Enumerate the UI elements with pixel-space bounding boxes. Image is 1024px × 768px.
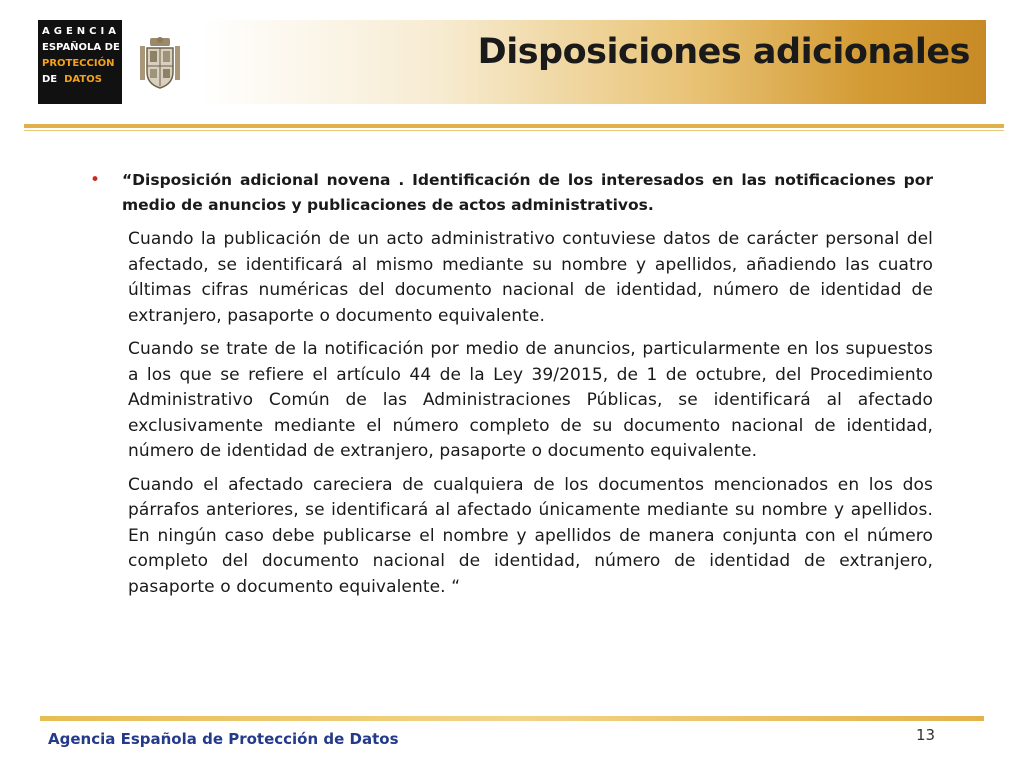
coat-of-arms-icon bbox=[136, 36, 184, 90]
main-content bbox=[90, 168, 933, 600]
header-divider bbox=[24, 124, 1004, 128]
logo-line-4a: DE bbox=[42, 74, 58, 85]
bullet-heading: “Disposición adicional novena . Identificación de los interesados en las notificaciones por medio de anuncios y publicaciones de actos administrativos. bbox=[122, 171, 933, 214]
header-divider-thin bbox=[24, 130, 1004, 131]
logo-line-2: ESPAÑOLA DE bbox=[42, 42, 120, 53]
paragraph-1: Cuando la publicación de un acto administrativo contuviese datos de carácter personal del afectado, se identificará al mismo mediante su nombre y apellidos, añadiendo las cuatro últimas cifras numéricas del documento nacional de identidad, número de identidad de extranjero, pasaporte o documento equivalente. bbox=[128, 229, 933, 326]
bullet-item bbox=[90, 168, 933, 217]
logo-line-4b: DATOS bbox=[64, 74, 102, 85]
paragraph-3: Cuando el afectado careciera de cualquiera de los documentos mencionados en los dos párrafos anteriores, se identificará al afectado únicamente mediante su nombre y apellidos. En ningún caso debe publicarse el nombre y apellidos de manera conjunta con el número completo del documento nacional de identidad, número de identidad de extranjero, pasaporte o documento equivalente. “ bbox=[128, 474, 933, 597]
logo-line-3: PROTECCIÓN bbox=[42, 58, 115, 69]
paragraph-2: Cuando se trate de la notificación por medio de anuncios, particularmente en los supuestos a los que se refiere el artículo 44 de la Ley 39/2015, de 1 de octubre, del Procedimiento Administrativo Común de las Administraciones Públicas, se identificará al afectado exclusivamente mediante el número completo de su documento nacional de identidad, número de identidad de extranjero, pasaporte o documento equivalente. bbox=[128, 339, 933, 461]
footer-divider bbox=[40, 716, 984, 721]
bullet-icon: • bbox=[90, 170, 101, 190]
logo-line-1: AGENCIA bbox=[42, 26, 120, 37]
page-number: 13 bbox=[916, 726, 936, 744]
agency-logo bbox=[38, 20, 122, 104]
page-title: Disposiciones adicionales bbox=[477, 32, 970, 72]
footer-organization: Agencia Española de Protección de Datos bbox=[48, 730, 399, 748]
logo-line-4 bbox=[42, 72, 122, 88]
